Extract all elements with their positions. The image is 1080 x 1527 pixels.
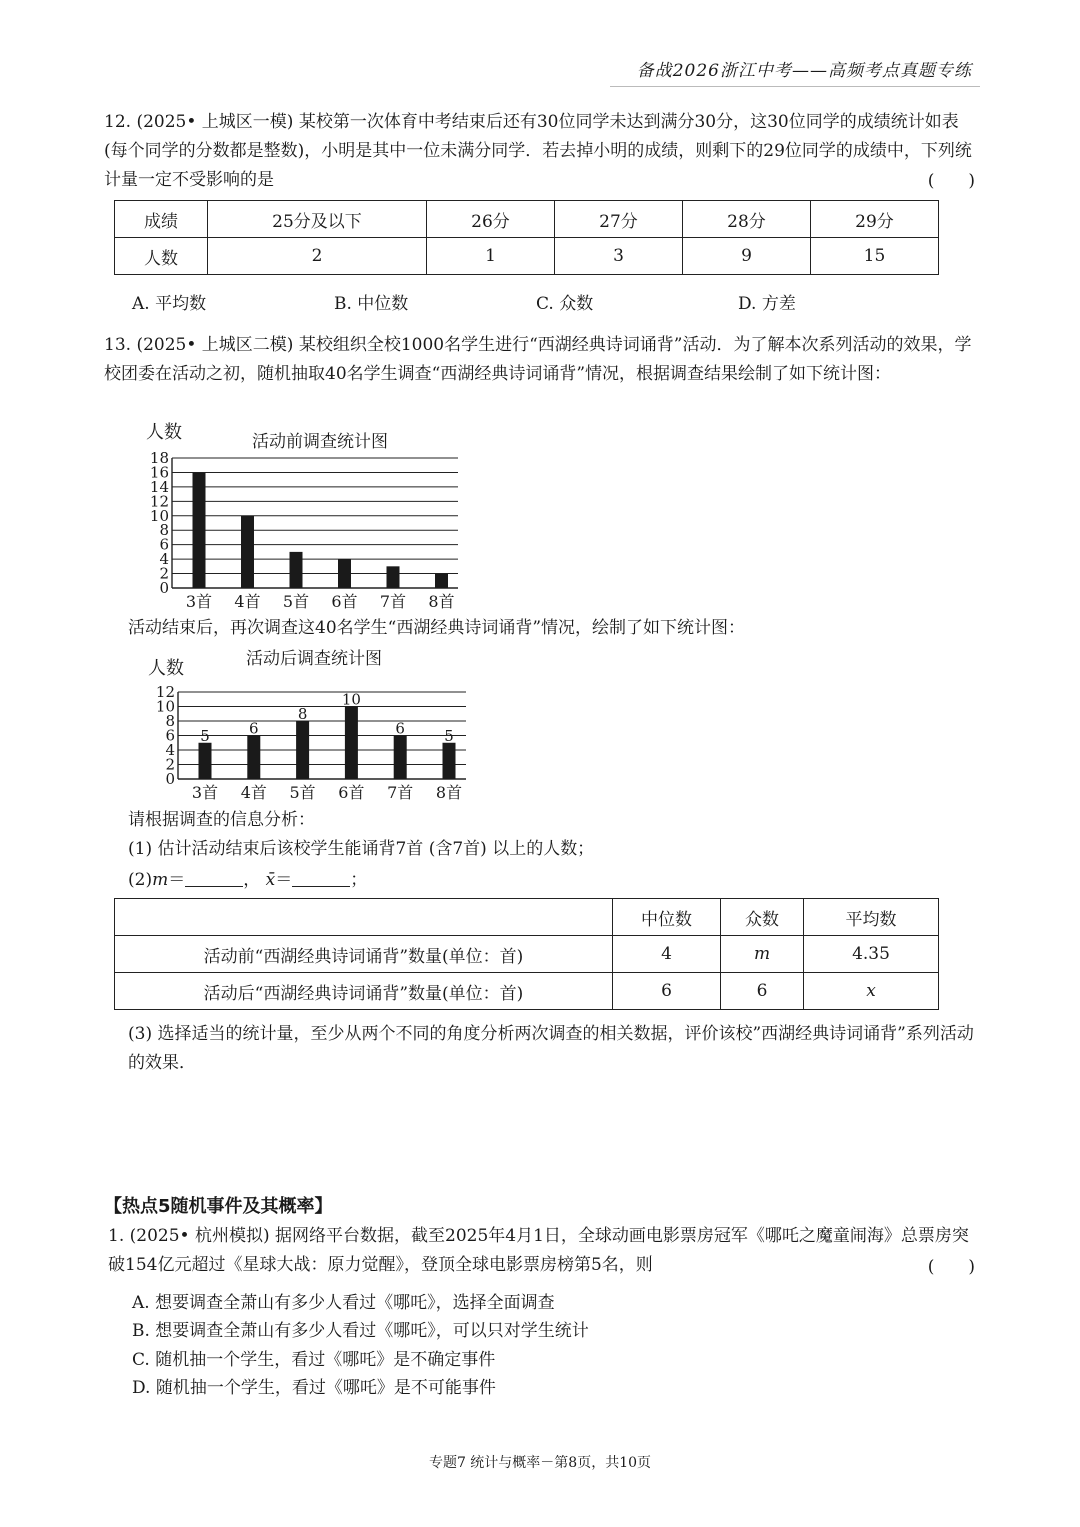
chart-title: 活动前调查统计图 — [252, 432, 388, 452]
chart-x-tick-label: 5首 — [282, 592, 310, 611]
chart-data-label: 6 — [395, 719, 405, 738]
chart-y-tick-label: 2 — [159, 564, 169, 583]
part-2-equals-2: ＝ — [275, 870, 293, 890]
chart-bar — [296, 721, 309, 779]
question-12-option-b: B. 中位数 — [334, 294, 409, 314]
chart-x-tick-label: 7首 — [379, 592, 407, 611]
chart-y-axis-label: 人数 — [148, 658, 184, 679]
chart-bar — [387, 566, 400, 588]
question-12-body: (2025• 上城区一模) 某校第一次体育中考结束后还有30位同学未达到满分30分，这30位同学的成绩统计如表(每个同学的分数都是整数)，小明是其中一位未满分同学．若去掉小明的成绩，则剩下的29位同学的成绩中，下列统计量一定不受影响的是 — [104, 112, 972, 190]
part-2-end: ； — [350, 870, 368, 890]
table-cell: 平均数 — [804, 899, 939, 936]
chart-bar — [394, 736, 407, 780]
chart-data-label: 5 — [200, 726, 210, 745]
chart-data-label: 5 — [444, 726, 454, 745]
chart-before-activity — [120, 418, 480, 614]
page-header: 备战2026浙江中考——高频考点真题专练 — [636, 61, 972, 81]
table-cell: 2 — [208, 238, 427, 275]
chart-title: 活动后调查统计图 — [246, 649, 382, 669]
chart-y-tick-label: 14 — [149, 477, 169, 496]
part-2-xbar-symbol: x̄ — [265, 870, 276, 890]
question-13-text — [104, 331, 980, 389]
chart-data-label: 8 — [297, 705, 308, 723]
chart-y-tick-label: 18 — [149, 449, 169, 467]
table-cell: 27分 — [555, 201, 683, 238]
section-5-q1-option-c: C. 随机抽一个学生，看过《哪吒》是不确定事件 — [132, 1350, 496, 1370]
chart-y-tick-label: 0 — [165, 770, 175, 788]
part-2-equals: ＝ — [168, 870, 186, 890]
page-footer: 专题7 统计与概率－第8页，共10页 — [428, 1455, 652, 1471]
chart-bar — [199, 743, 212, 779]
chart-bar — [435, 574, 448, 588]
table-cell: 4 — [613, 936, 721, 973]
table-cell: 中位数 — [613, 899, 721, 936]
chart-y-tick-label: 0 — [159, 579, 169, 597]
table-cell: 4.35 — [804, 936, 939, 973]
section-5-q1-option-d: D. 随机抽一个学生，看过《哪吒》是不可能事件 — [132, 1378, 496, 1398]
table-cell: 1 — [427, 238, 555, 275]
table-cell: 成绩 — [115, 201, 208, 238]
chart-y-tick-label: 8 — [159, 521, 169, 540]
chart-y-axis-label: 人数 — [146, 422, 182, 443]
section-5-question-1-text — [108, 1222, 980, 1280]
chart-y-tick-label: 12 — [149, 492, 169, 511]
chart-y-tick-label: 4 — [165, 741, 175, 759]
part-2-label: (2) — [128, 870, 153, 890]
chart-x-tick-label: 5首 — [289, 783, 316, 802]
question-12-option-c: C. 众数 — [536, 294, 594, 314]
chart-x-tick-label: 4首 — [234, 592, 261, 611]
section-5-question-1-answer-paren: ( ) — [927, 1257, 975, 1277]
chart-x-tick-label: 6首 — [338, 783, 365, 802]
chart-y-tick-label: 2 — [165, 755, 175, 774]
question-13-part-1: (1) 估计活动结束后该校学生能诵背7首 (含7首) 以上的人数； — [128, 839, 595, 859]
table-row — [115, 936, 939, 973]
blank-m-input[interactable] — [185, 870, 243, 887]
question-13-part-3: (3) 选择适当的统计量，至少从两个不同的角度分析两次调查的相关数据，评价该校”西湖经典诗词诵背”系列活动的效果． — [128, 1024, 974, 1073]
chart-y-tick-label: 6 — [159, 535, 169, 554]
table-row — [115, 238, 939, 275]
chart-y-tick-label: 12 — [155, 683, 175, 701]
part-2-comma: ， — [243, 870, 261, 890]
table-cell: 9 — [683, 238, 811, 275]
section-5-question-1-number: 1. — [108, 1226, 125, 1246]
chart-bar — [241, 516, 254, 588]
table-cell — [115, 899, 613, 936]
chart-x-tick-label: 3首 — [185, 592, 213, 611]
chart-bar — [193, 472, 206, 588]
part-2-m-symbol: m — [152, 870, 169, 890]
table-cell: 26分 — [427, 201, 555, 238]
table-cell: 6 — [613, 973, 721, 1010]
chart-y-tick-label: 10 — [149, 506, 169, 525]
blank-xbar-input[interactable] — [292, 870, 350, 887]
table-cell: 15 — [811, 238, 939, 275]
question-12-option-a: A. 平均数 — [132, 294, 207, 314]
question-13-analysis-intro: 请根据调查的信息分析： — [128, 810, 315, 830]
question-12-score-table — [114, 200, 939, 275]
chart-x-tick-label: 8首 — [428, 592, 455, 611]
chart-x-tick-label: 6首 — [331, 592, 358, 611]
table-row — [115, 973, 939, 1010]
question-13-stats-table — [114, 898, 939, 1010]
table-cell: m — [721, 936, 804, 973]
section-5-q1-option-b: B. 想要调查全萧山有多少人看过《哪吒》，可以只对学生统计 — [132, 1321, 589, 1341]
chart-bar — [345, 707, 358, 780]
question-12-option-d: D. 方差 — [738, 294, 796, 314]
table-cell: 活动前“西湖经典诗词诵背”数量(单位：首) — [115, 936, 613, 973]
table-cell: 3 — [555, 238, 683, 275]
section-5-q1-option-a: A. 想要调查全萧山有多少人看过《哪吒》，选择全面调查 — [132, 1293, 555, 1313]
table-cell: 众数 — [721, 899, 804, 936]
chart-y-tick-label: 16 — [149, 463, 169, 482]
chart-x-tick-label: 4首 — [240, 783, 267, 802]
chart-data-label: 10 — [341, 690, 361, 709]
question-12-text — [104, 108, 980, 195]
question-13-part-2 — [128, 866, 367, 895]
chart-bar — [290, 552, 303, 588]
section-title-hotspot-5: 【热点5随机事件及其概率】 — [104, 1196, 333, 1217]
table-cell: 人数 — [115, 238, 208, 275]
question-13-between-text: 活动结束后，再次调查这40名学生“西湖经典诗词诵背”情况，绘制了如下统计图： — [128, 618, 746, 638]
chart-bar — [338, 559, 351, 588]
chart-data-label: 6 — [249, 719, 259, 738]
section-5-question-1-body: (2025• 杭州模拟) 据网络平台数据，截至2025年4月1日，全球动画电影票房冠军《哪吒之魔童闹海》总票房突破154亿元超过《星球大战：原力觉醒》，登顶全球电影票房榜第5名，则 — [108, 1226, 969, 1275]
table-cell: 活动后“西湖经典诗词诵背”数量(单位：首) — [115, 973, 613, 1010]
chart-y-tick-label: 6 — [165, 726, 175, 745]
table-row — [115, 201, 939, 238]
chart-y-tick-label: 10 — [155, 697, 175, 716]
chart-bar — [247, 736, 260, 780]
table-cell: x — [804, 973, 939, 1010]
chart-x-tick-label: 3首 — [191, 783, 219, 802]
chart-y-tick-label: 8 — [165, 712, 175, 730]
chart-after-activity — [120, 644, 480, 808]
question-13-number: 13. — [104, 335, 132, 355]
table-cell: 28分 — [683, 201, 811, 238]
chart-x-tick-label: 8首 — [435, 783, 463, 802]
question-12-number: 12. — [104, 112, 132, 132]
question-12-answer-paren: ( ) — [927, 171, 975, 191]
table-row — [115, 899, 939, 936]
table-cell: 29分 — [811, 201, 939, 238]
table-cell: 25分及以下 — [208, 201, 427, 238]
table-cell: 6 — [721, 973, 804, 1010]
chart-bar — [443, 743, 456, 779]
question-13-body: (2025• 上城区二模) 某校组织全校1000名学生进行“西湖经典诗词诵背”活动．为了解本次系列活动的效果，学校团委在活动之初，随机抽取40名学生调查“西湖经典诗词诵背”情况，根据调查结果绘制了如下统计图： — [104, 335, 972, 384]
header-rule — [610, 86, 980, 87]
chart-y-tick-label: 4 — [159, 550, 169, 569]
chart-x-tick-label: 7首 — [387, 783, 414, 802]
